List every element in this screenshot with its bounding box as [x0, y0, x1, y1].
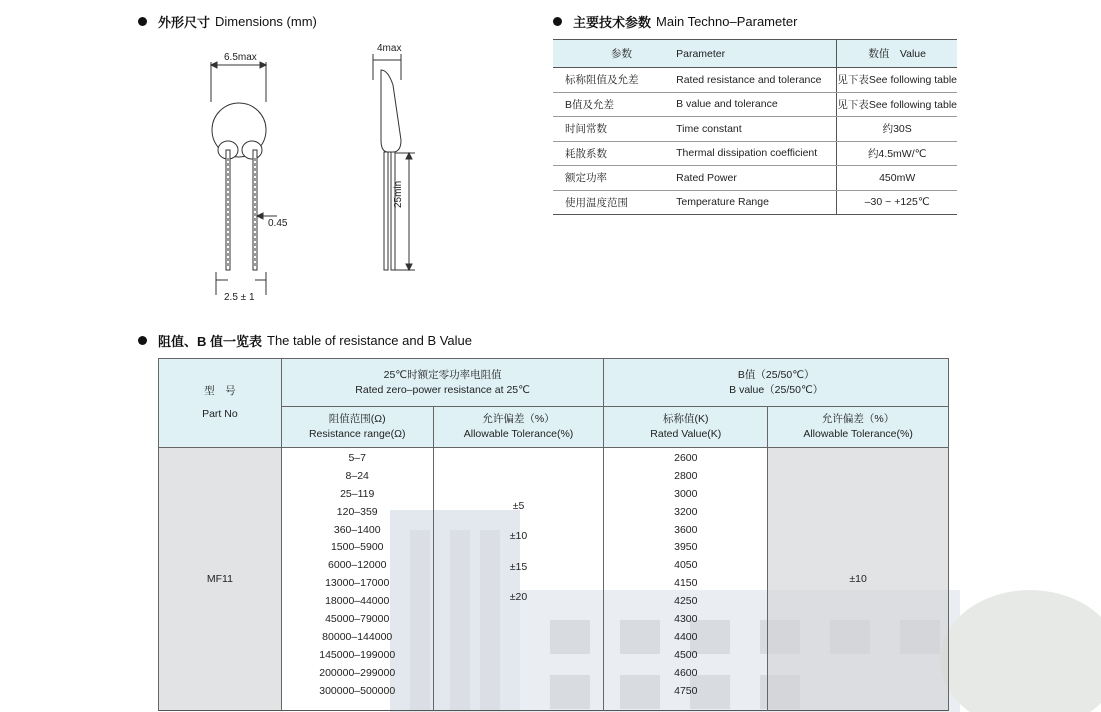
param-cn: 使用温度范围 — [553, 190, 676, 215]
header-parameter-cn: 参数 — [553, 40, 676, 68]
b-value: 4150 — [674, 577, 698, 590]
b-value: 4300 — [674, 613, 698, 626]
range-value: 120–359 — [336, 505, 378, 518]
param-value: 见下表See following table — [837, 68, 957, 93]
table-row — [553, 92, 957, 117]
pitch-label: 2.5 ± 1 — [224, 292, 255, 303]
dimensions-heading-cn: 外形尺寸 — [158, 15, 211, 30]
table-row — [553, 117, 957, 142]
header-b-value — [604, 359, 949, 407]
subheader-rated-value-cn: 标称值(K) — [663, 413, 709, 425]
rated-value-column — [604, 448, 768, 711]
range-value: 45000–79000 — [325, 613, 390, 626]
param-en: Temperature Range — [676, 190, 837, 215]
range-value: 300000–500000 — [319, 684, 396, 697]
param-en: Thermal dissipation coefficient — [676, 141, 837, 166]
header-resistance-cn: 25℃时额定零功率电阻值 — [383, 368, 502, 381]
b-value: 3200 — [674, 505, 698, 518]
table-heading-cn: 阻值、B 值一览表 — [158, 334, 263, 349]
param-cn: 标称阻值及允差 — [553, 68, 676, 93]
bullet-icon — [138, 336, 147, 345]
dimensions-heading — [138, 12, 317, 31]
tolerance-value: ±15 — [509, 561, 528, 573]
b-value: 3600 — [674, 523, 698, 536]
range-value: 1500–5900 — [330, 541, 384, 554]
param-cn: 耗散系数 — [553, 141, 676, 166]
params-heading-cn: 主要技术参数 — [573, 15, 652, 30]
b-tolerance-cell: ±10 — [768, 448, 949, 711]
param-cn: B值及允差 — [553, 92, 676, 117]
lead-length-label: 25min — [393, 180, 404, 208]
param-cn: 时间常数 — [553, 117, 676, 142]
subheader-rated-value — [604, 407, 768, 448]
subheader-tolerance — [433, 407, 604, 448]
model-cell: MF11 — [159, 448, 282, 711]
table-row — [553, 190, 957, 215]
b-value: 2600 — [674, 452, 698, 464]
b-value: 4250 — [674, 595, 698, 608]
tolerance-column — [433, 448, 604, 711]
parameter-table-header — [553, 40, 957, 68]
range-value: 200000–299000 — [319, 666, 396, 679]
b-value: 3000 — [674, 487, 698, 500]
resistance-range-column — [281, 448, 433, 711]
header-resistance-en: Rated zero–power resistance at 25℃ — [355, 383, 530, 396]
front-view — [211, 62, 277, 295]
table-row — [553, 166, 957, 191]
range-value: 13000–17000 — [325, 577, 390, 590]
range-value: 145000–199000 — [319, 648, 396, 661]
subheader-b-tolerance-en: Allowable Tolerance(%) — [803, 428, 913, 440]
lead-diameter-label: 0.45 — [268, 218, 288, 229]
param-value: –30 ~ +125℃ — [837, 190, 957, 215]
range-value: 80000–144000 — [322, 630, 393, 643]
params-heading — [553, 12, 797, 31]
table-row — [553, 141, 957, 166]
b-value: 4500 — [674, 648, 698, 661]
params-heading-en: Main Techno–Parameter — [656, 14, 798, 29]
tolerance-value: ±10 — [509, 530, 528, 542]
side-view — [373, 54, 415, 270]
header-b-value-en: B value（25/50℃） — [729, 383, 824, 396]
param-value: 约30S — [837, 117, 957, 142]
subheader-tolerance-cn: 允许偏差（%） — [482, 413, 555, 425]
param-en: Rated Power — [676, 166, 837, 191]
param-value: 约4.5mW/℃ — [837, 141, 957, 166]
range-value: 25–119 — [340, 487, 375, 500]
header-resistance — [281, 359, 604, 407]
range-value: 360–1400 — [333, 523, 381, 536]
header-part-no-cn: 型 号 — [204, 385, 236, 397]
range-value: 8–24 — [345, 469, 369, 482]
param-cn: 额定功率 — [553, 166, 676, 191]
bullet-icon — [553, 17, 562, 26]
range-value: 6000–12000 — [328, 559, 387, 572]
front-width-label: 6.5max — [224, 52, 257, 63]
header-value: 数值 Value — [837, 40, 957, 68]
param-value: 450mW — [837, 166, 957, 191]
parameter-table — [553, 39, 957, 215]
b-value: 2800 — [674, 469, 698, 482]
subheader-b-tolerance-cn: 允许偏差（%） — [821, 413, 895, 425]
thickness-label: 4max — [377, 43, 402, 54]
tolerance-value: ±5 — [512, 500, 525, 512]
subheader-rated-value-en: Rated Value(K) — [650, 428, 722, 440]
table-heading-en: The table of resistance and B Value — [267, 333, 473, 348]
range-value: 18000–44000 — [325, 595, 390, 608]
b-value: 4050 — [674, 559, 698, 572]
subheader-tolerance-en: Allowable Tolerance(%) — [463, 428, 574, 440]
header-part-no-en: Part No — [202, 408, 238, 420]
b-value: 3950 — [674, 541, 698, 554]
b-value: 4600 — [674, 666, 698, 679]
subheader-range — [281, 407, 433, 448]
b-value: 4750 — [674, 684, 698, 697]
header-parameter-en: Parameter — [676, 40, 837, 68]
subheader-range-cn: 阻值范围(Ω) — [328, 413, 386, 425]
subheader-b-tolerance — [768, 407, 949, 448]
table-heading — [138, 331, 472, 350]
header-b-value-cn: B值（25/50℃） — [737, 368, 815, 381]
range-value: 5–7 — [348, 452, 366, 464]
thermistor-drawing — [195, 40, 435, 310]
param-value: 见下表See following table — [837, 92, 957, 117]
dimensions-heading-en: Dimensions (mm) — [215, 14, 317, 29]
param-en: Rated resistance and tolerance — [676, 68, 837, 93]
tolerance-value: ±20 — [509, 591, 528, 603]
bullet-icon — [138, 17, 147, 26]
table-row — [553, 68, 957, 93]
subheader-range-en: Resistance range(Ω) — [308, 428, 406, 440]
b-value: 4400 — [674, 630, 698, 643]
resistance-b-table — [158, 358, 949, 711]
param-en: B value and tolerance — [676, 92, 837, 117]
param-en: Time constant — [676, 117, 837, 142]
header-part-no — [159, 359, 282, 448]
